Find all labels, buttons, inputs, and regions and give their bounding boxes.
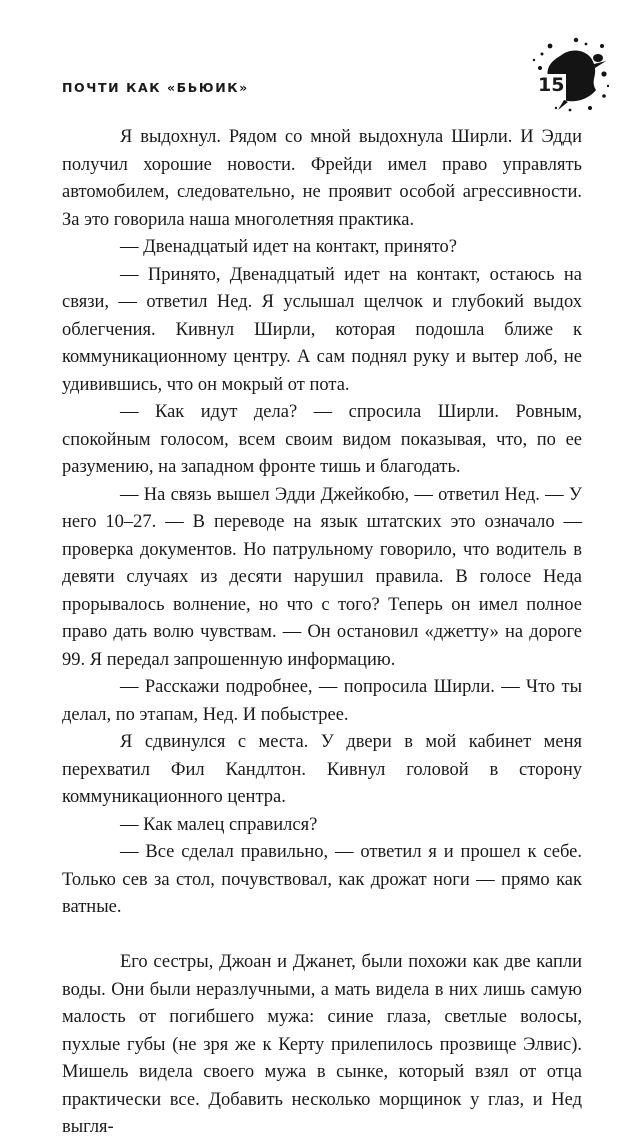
paragraph: — Двенадцатый идет на контакт, принято? <box>120 237 457 257</box>
paragraph: — Принято, Двенадцатый идет на контакт, остаюсь на связи, — ответил Нед. Я услышал щелчок и глубокий выдох облегчения. Кивнул Ширли, которая подошла ближе к коммуникационному центру. А сам поднял руку и вытер лоб, не удивившись, что он мокрый от пота. <box>62 264 582 395</box>
running-title: ПОЧТИ КАК «БЬЮИК» <box>62 80 249 95</box>
page-number-block <box>520 34 610 114</box>
paragraph: — Как малец справился? <box>120 814 318 835</box>
paragraph: — Расскажи подробнее, — попросила Ширли. — Что ты делал, по этапам, Нед. И побыстрее. <box>62 677 582 725</box>
page-number: 15 <box>538 74 565 96</box>
section-break <box>62 922 582 950</box>
paragraph: Я выдохнул. Рядом со мной выдохнула Ширли. И Эдди получил хорошие новости. Фрейди имел право управлять автомобилем, следовательно, не проявит особой агрессивности. За это говорила наша многолетняя практика. <box>62 127 582 230</box>
paragraph: Я сдвинулся с места. У двери в мой кабинет меня перехватил Фил Кандлтон. Кивнул головой в сторону коммуникационного центра. <box>62 732 582 807</box>
ink-splatter-icon <box>520 34 610 114</box>
body-text <box>62 124 582 1142</box>
paragraph: — Как идут дела? — спросила Ширли. Ровным, спокойным голосом, всем своим видом показывая, что, по ее разумению, на западном фронте тишь и благодать. <box>62 402 582 477</box>
paragraph: — На связь вышел Эдди Джейкобю, — ответил Нед. — У него 10–27. — В переводе на язык штатских это означало — проверка документов. Но патрульному говорило, что водитель в девяти случаях из десяти нарушил правила. В голосе Неда прорывалось волнение, но что с того? Теперь он имел полное право дать волю чувствам. — Он остановил «джетту» на дороге 99. Я передал запрошенную информацию. <box>62 484 582 670</box>
paragraph: Его сестры, Джоан и Джанет, были похожи как две капли воды. Они были неразлучными, а мать видела в них лишь самую малость от погибшего мужа: синие глаза, светлые волосы, пухлые губы (не зря же к Керту прилепилось прозвище Элвис). Мишель видела своего мужа в сынке, который взял от отца практически все. Добавить несколько морщинок у глаз, и Нед выгля- <box>62 952 582 1137</box>
paragraph: — Все сделал правильно, — ответил я и прошел к себе. Только сев за стол, почувствовал, как дрожат ноги — прямо как ватные. <box>62 842 582 917</box>
